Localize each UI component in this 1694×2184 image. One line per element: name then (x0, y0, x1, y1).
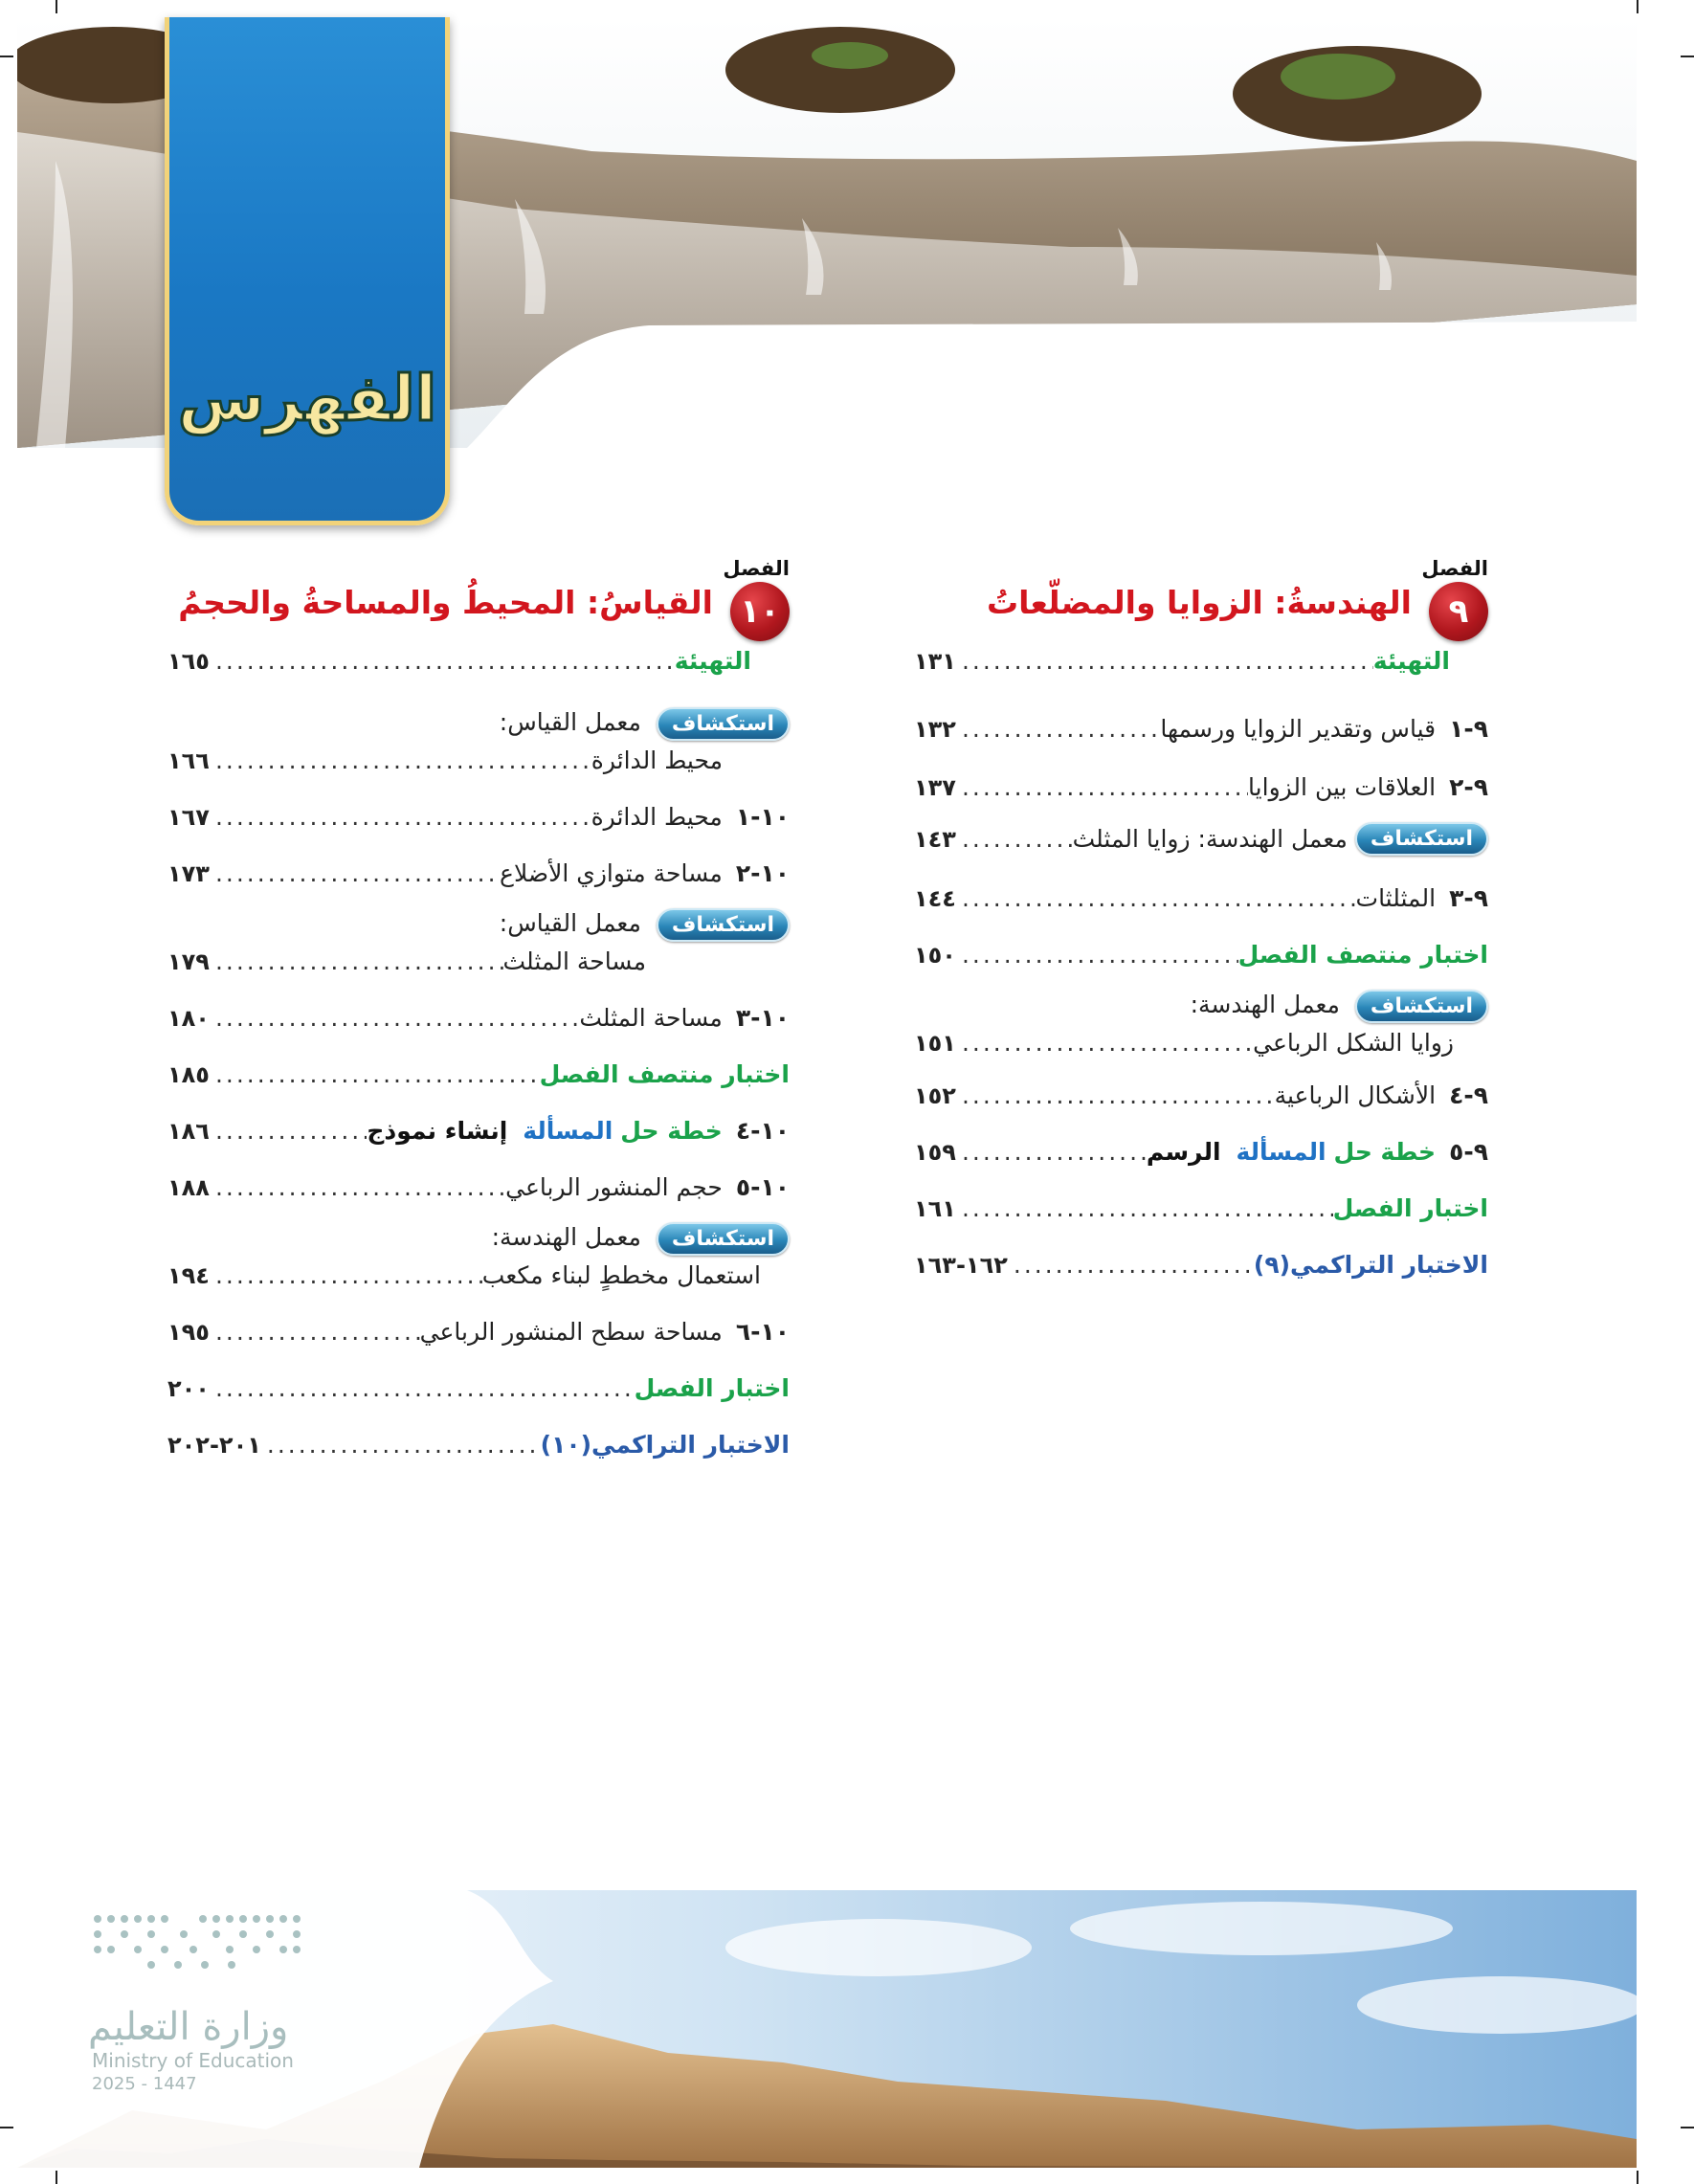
lesson-number: ١٠-٤ (735, 1117, 790, 1145)
toc-row-explore[interactable] (914, 822, 1488, 856)
page-number: ١٥٠ (914, 941, 956, 969)
cumulative-test-label: الاختبار التراكمي(٩) (1253, 1251, 1488, 1279)
index-title: الفهرس (177, 362, 437, 435)
toc-row-readiness[interactable] (167, 647, 790, 675)
leader-dots (210, 1173, 505, 1201)
lesson-title: محيط الدائرة (591, 803, 723, 831)
leader-dots (956, 715, 1160, 743)
lesson-title: مساحة المثلث (579, 1004, 723, 1032)
crop-mark (0, 2127, 13, 2128)
explore-title: معمل الهندسة: زوايا المثلث (1072, 825, 1348, 853)
page-number: ١٣٧ (914, 773, 956, 801)
leader-dots (210, 947, 503, 975)
toc-row-explore-sub[interactable] (167, 947, 790, 975)
explore-title: معمل الهندسة: (1190, 991, 1340, 1018)
page-number: ٢٠٠ (167, 1374, 210, 1402)
leader-dots (956, 1081, 1275, 1109)
page-number: ١٦١ (914, 1194, 956, 1222)
chapter-test-label: اختبار الفصل (634, 1374, 790, 1402)
toc-row-lesson[interactable] (914, 1081, 1488, 1109)
toc-row-lesson[interactable] (167, 859, 790, 887)
leader-dots (956, 1194, 1333, 1222)
page-number: ١٦٥ (167, 647, 210, 675)
page-number: ١٤٤ (914, 884, 956, 912)
explore-pill: استكشاف (657, 908, 790, 942)
ministry-logo-dots (88, 1909, 318, 1986)
toc-row-explore-sub[interactable] (167, 1261, 790, 1289)
chapter-10-header (167, 555, 790, 651)
problem-plan-strategy: إنشاء نموذج (367, 1117, 508, 1145)
lesson-number: ٩-١ (1449, 715, 1488, 743)
leader-dots (210, 1117, 367, 1145)
explore-heading[interactable] (167, 1222, 790, 1256)
toc-row-problem-plan[interactable] (914, 1138, 1488, 1166)
lesson-title: العلاقات بين الزوايا (1248, 773, 1437, 801)
page-number: ١٦٦ (167, 747, 210, 774)
midtest-label: اختبار منتصف الفصل (539, 1060, 790, 1088)
toc-row-lesson[interactable] (167, 803, 790, 831)
crop-mark (56, 0, 57, 13)
page-number: ١٦٧ (167, 803, 210, 831)
leader-dots (210, 647, 675, 675)
chapter-title: الهندسةُ: الزوايا والمضلّعاتُ (986, 584, 1412, 621)
page-number: ١٧٩ (167, 947, 210, 975)
problem-plan-label: خطة حل (620, 1117, 723, 1145)
page-number: ١٥٢ (914, 1081, 956, 1109)
readiness-label: التهيئة (674, 647, 751, 675)
lesson-title: المثلثات (1355, 884, 1437, 912)
explore-title: معمل القياس: (499, 708, 641, 736)
leader-dots (210, 803, 591, 831)
leader-dots (956, 773, 1248, 801)
ministry-year: 2025 - 1447 (92, 2074, 197, 2094)
leader-dots (261, 1431, 541, 1459)
explore-subtitle: استعمال مخططٍ لبناء مكعب (481, 1261, 761, 1289)
midtest-label: اختبار منتصف الفصل (1237, 941, 1488, 969)
crop-mark (1637, 0, 1638, 13)
lesson-number: ١٠-٣ (735, 1004, 790, 1032)
lesson-number: ١٠-٦ (735, 1318, 790, 1346)
leader-dots (956, 1029, 1253, 1057)
explore-title: معمل القياس: (499, 909, 641, 937)
chapter-word: الفصل (723, 557, 790, 580)
lesson-number: ١٠-٥ (735, 1173, 790, 1201)
page-number: ٢٠١-٢٠٢ (167, 1431, 261, 1459)
readiness-label: التهيئة (1372, 647, 1450, 675)
problem-plan-label-accent: المسألة (523, 1117, 613, 1145)
page-number: ١٣١ (914, 647, 956, 675)
toc-row-chapter-test[interactable] (914, 1194, 1488, 1222)
crop-mark (1637, 2171, 1638, 2184)
leader-dots (210, 1374, 635, 1402)
page-number: ١٩٥ (167, 1318, 210, 1346)
page-number: ١٦٢-١٦٣ (914, 1251, 1008, 1279)
explore-heading[interactable] (167, 707, 790, 741)
toc-row-lesson[interactable] (167, 1173, 790, 1201)
chapter-9-column (914, 555, 1488, 1279)
chapter-9-header (914, 555, 1488, 651)
leader-dots (210, 1318, 420, 1346)
explore-pill: استكشاف (657, 1222, 790, 1256)
chapter-number-badge: ١٠ (730, 582, 790, 641)
toc-row-lesson[interactable] (914, 715, 1488, 743)
page-number: ١٣٢ (914, 715, 956, 743)
explore-title: معمل الهندسة: (491, 1223, 641, 1251)
problem-plan-strategy: الرسم (1146, 1138, 1221, 1166)
crop-mark (0, 56, 13, 57)
toc-row-cumulative[interactable] (167, 1431, 790, 1459)
crop-mark (1681, 56, 1694, 57)
crop-mark (1681, 2127, 1694, 2128)
lesson-title: حجم المنشور الرباعي (505, 1173, 723, 1201)
index-tab (165, 17, 450, 525)
leader-dots (956, 884, 1356, 912)
lesson-number: ١٠-١ (735, 803, 790, 831)
lesson-title: الأشكال الرباعية (1274, 1081, 1437, 1109)
leader-dots (210, 1060, 540, 1088)
toc-row-lesson[interactable] (914, 773, 1488, 801)
problem-plan-label-accent: المسألة (1236, 1138, 1326, 1166)
leader-dots (1008, 1251, 1254, 1279)
page-number: ١٥٩ (914, 1138, 956, 1166)
chapter-title: القياسُ: المحيطُ والمساحةُ والحجمُ (178, 584, 713, 621)
explore-subtitle: مساحة المثلث (502, 947, 646, 975)
page-number: ١٨٦ (167, 1117, 210, 1145)
page-number: ١٩٤ (167, 1261, 210, 1289)
explore-subtitle: زوايا الشكل الرباعي (1253, 1029, 1454, 1057)
toc-row-problem-plan[interactable] (167, 1117, 790, 1145)
lesson-number: ١٠-٢ (735, 859, 790, 887)
leader-dots (210, 747, 591, 774)
toc-row-midtest[interactable] (914, 941, 1488, 969)
toc-row-explore-sub[interactable] (167, 747, 790, 774)
leader-dots (956, 1138, 1147, 1166)
leader-dots (210, 1004, 579, 1032)
page-number: ١٤٣ (914, 825, 956, 853)
chapter-word: الفصل (1421, 557, 1488, 580)
leader-dots (956, 647, 1373, 675)
ministry-name-arabic: وزارة التعليم (88, 2005, 289, 2049)
leader-dots (210, 1261, 482, 1289)
page-number: ١٧٣ (167, 859, 210, 887)
leader-dots (210, 859, 500, 887)
lesson-number: ٩-٣ (1449, 884, 1488, 912)
ministry-logo (77, 1909, 325, 2101)
crop-mark (56, 2171, 57, 2184)
chapter-10-column (167, 555, 790, 1459)
toc-row-explore-sub[interactable] (914, 1029, 1488, 1057)
problem-plan-label: خطة حل (1333, 1138, 1437, 1166)
page-number: ١٨٥ (167, 1060, 210, 1088)
toc-row-chapter-test[interactable] (167, 1374, 790, 1402)
explore-heading[interactable] (167, 908, 790, 942)
chapter-number-badge: ٩ (1429, 582, 1488, 641)
lesson-number: ٩-٥ (1449, 1138, 1488, 1166)
lesson-title: مساحة متوازي الأضلاع (500, 859, 723, 887)
lesson-title: مساحة سطح المنشور الرباعي (419, 1318, 723, 1346)
lesson-number: ٩-٢ (1449, 773, 1488, 801)
explore-pill: استكشاف (657, 707, 790, 741)
cumulative-test-label: الاختبار التراكمي(١٠) (540, 1431, 790, 1459)
explore-pill: استكشاف (1355, 990, 1488, 1023)
toc-row-readiness[interactable] (914, 647, 1488, 675)
explore-pill: استكشاف (1355, 822, 1488, 856)
leader-dots (956, 825, 1073, 853)
page-number: ١٨٨ (167, 1173, 210, 1201)
toc-row-cumulative[interactable] (914, 1251, 1488, 1279)
toc-row-lesson[interactable] (167, 1004, 790, 1032)
toc-row-lesson[interactable] (167, 1318, 790, 1346)
explore-heading[interactable] (914, 990, 1488, 1023)
page-number: ١٨٠ (167, 1004, 210, 1032)
lesson-number: ٩-٤ (1449, 1081, 1488, 1109)
chapter-test-label: اختبار الفصل (1332, 1194, 1488, 1222)
toc-row-lesson[interactable] (914, 884, 1488, 912)
explore-subtitle: محيط الدائرة (591, 747, 723, 774)
page-number: ١٥١ (914, 1029, 956, 1057)
ministry-name-english: Ministry of Education (92, 2049, 294, 2072)
leader-dots (956, 941, 1238, 969)
lesson-title: قياس وتقدير الزوايا ورسمها (1160, 715, 1437, 743)
toc-row-midtest[interactable] (167, 1060, 790, 1088)
